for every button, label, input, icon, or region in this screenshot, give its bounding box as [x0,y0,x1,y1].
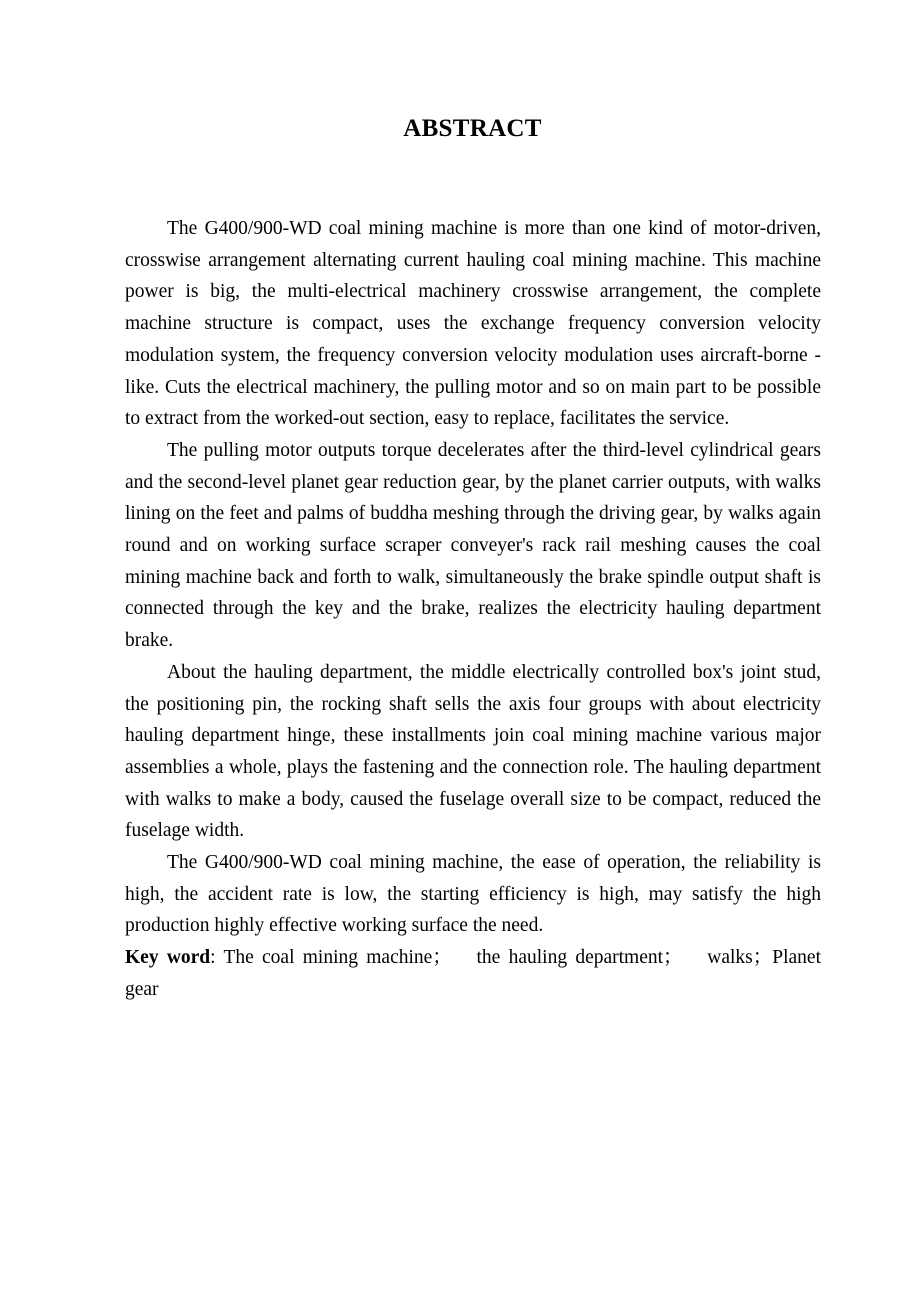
abstract-paragraph-2: The pulling motor outputs torque decelerates after the third-level cylindrical gears and the second-level planet gear reduction gear, by the planet carrier outputs, with walks lining on the feet and palms of buddha meshing through the driving gear, by walks again round and on working surface scraper conveyer's rack rail meshing causes the coal mining machine back and forth to walk, simultaneously the brake spindle output shaft is connected through the key and the brake, realizes the electricity hauling department brake. [125,439,821,652]
keywords-text: : The coal mining machine； the hauling department； walks；Planet gear [125,947,821,1000]
abstract-paragraph-1: The G400/900-WD coal mining machine is more than one kind of motor-driven, crosswise arrangement alternating current hauling coal mining machine. This machine power is big, the multi-electrical machinery crosswise arrangement, the complete machine structure is compact, uses the exchange frequency conversion velocity modulation system, the frequency conversion velocity modulation uses aircraft-borne -like. Cuts the electrical machinery, the pulling motor and so on main part to be possible to extract from the worked-out section, easy to replace, facilitates the service. [125,218,821,430]
abstract-paragraph-4: The G400/900-WD coal mining machine, the ease of operation, the reliability is high, the accident rate is low, the starting efficiency is high, may satisfy the high production highly effective working surface the need. [125,852,821,937]
keywords-line [125,942,821,1005]
abstract-paragraph-3: About the hauling department, the middle electrically controlled box's joint stud, the positioning pin, the rocking shaft sells the axis four groups with about electricity hauling department hinge, these installments join coal mining machine various major assemblies a whole, plays the fastening and the connection role. The hauling department with walks to make a body, caused the fuselage overall size to be compact, reduced the fuselage width. [125,661,821,842]
abstract-body [125,213,821,1006]
keywords-label: Key word [125,947,211,969]
abstract-title: ABSTRACT [403,115,542,142]
